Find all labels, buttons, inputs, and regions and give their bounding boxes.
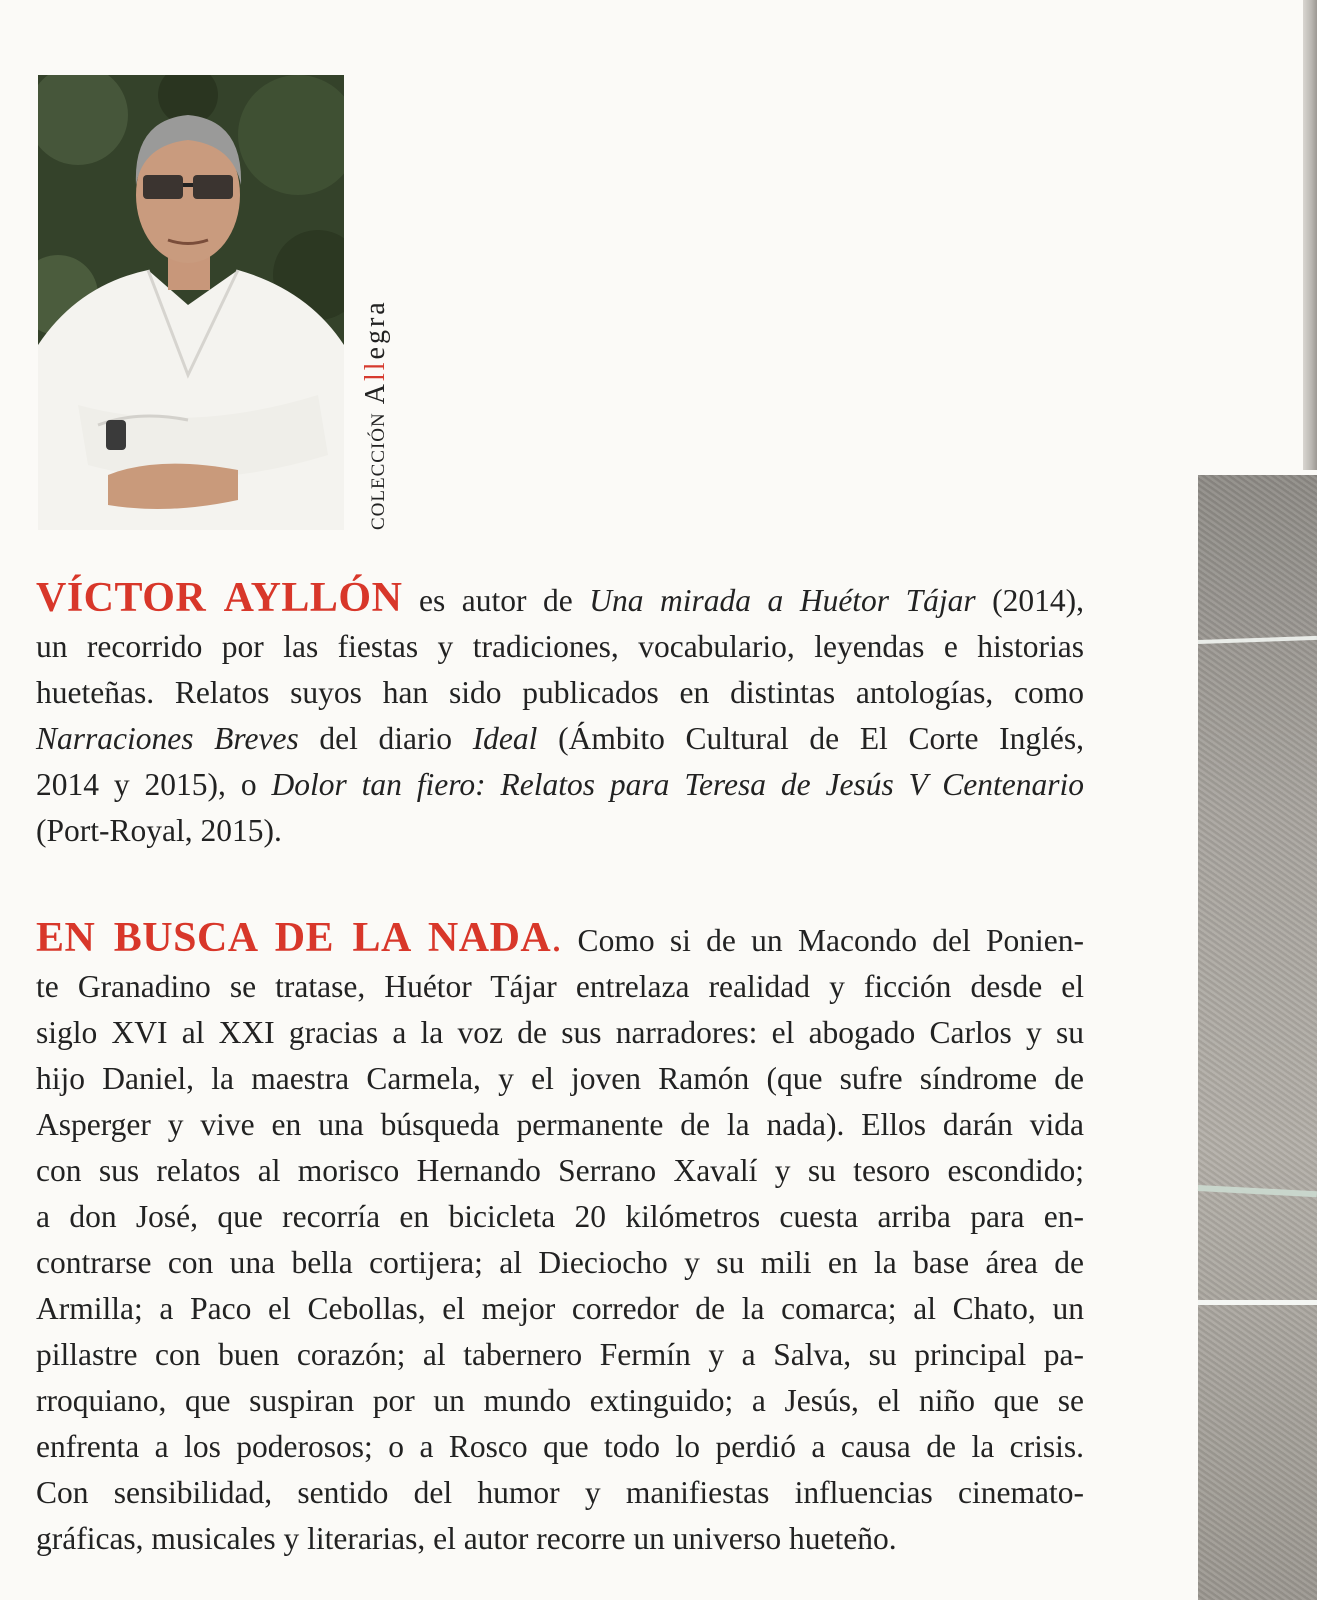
synopsis-line: EN BUSCA DE LA NADA. Como si de un Macondo del Ponien- (36, 915, 1085, 961)
author-photo (38, 75, 344, 530)
synopsis-line: Con sensibilidad, sentido del humor y manifiestas influencias cinemato- (36, 1475, 1084, 1510)
collection-brand: Allegra (360, 299, 391, 405)
bio-line: Narraciones Breves del diario Ideal (Ámbito Cultural de El Corte Inglés, (36, 721, 1084, 756)
synopsis-line: hijo Daniel, la maestra Carmela, y el joven Ramón (que sufre síndrome de (36, 1061, 1084, 1096)
synopsis (36, 915, 1084, 1562)
brand-accent: ll (360, 359, 391, 382)
author-bio (36, 575, 1084, 854)
book-heading: EN BUSCA DE LA NADA (36, 915, 552, 961)
edge-stripe (1198, 1300, 1317, 1305)
synopsis-line: siglo XVI al XXI gracias a la voz de sus narradores: el abogado Carlos y su (36, 1015, 1084, 1050)
synopsis-line: te Granadino se tratase, Huétor Tájar entrelaza realidad y ficción desde el (36, 969, 1084, 1004)
bio-line: 2014 y 2015), o Dolor tan fiero: Relatos para Teresa de Jesús V Centenario (36, 767, 1084, 802)
synopsis-line: Armilla; a Paco el Cebollas, el mejor corredor de la comarca; al Chato, un (36, 1291, 1084, 1326)
synopsis-line: rroquiano, que suspiran por un mundo extinguido; a Jesús, el niño que se (36, 1383, 1084, 1418)
synopsis-line: a don José, que recorría en bicicleta 20 kilómetros cuesta arriba para en- (36, 1199, 1084, 1234)
bio-line: (Port-Royal, 2015). (36, 813, 282, 848)
synopsis-line: gráficas, musicales y literarias, el autor recorre un universo hueteño. (36, 1521, 897, 1556)
author-name: VÍCTOR AYLLÓN (36, 575, 403, 621)
bio-line: un recorrido por las fiestas y tradiciones, vocabulario, leyendas e historias (36, 629, 1084, 664)
synopsis-line: contrarse con una bella cortijera; al Dieciocho y su mili en la base área de (36, 1245, 1084, 1280)
synopsis-line: Asperger y vive en una búsqueda permanente de la nada). Ellos darán vida (36, 1107, 1084, 1142)
synopsis-line: enfrenta a los poderosos; o a Rosco que todo lo perdió a causa de la crisis. (36, 1429, 1084, 1464)
synopsis-line: pillastre con buen corazón; al tabernero Fermín y a Salva, su principal pa- (36, 1337, 1084, 1372)
book-title: Una mirada a Huétor Tájar (589, 583, 976, 618)
page-edge-texture (1198, 475, 1317, 1600)
collection-label (360, 299, 392, 530)
page-edge-top (1303, 0, 1317, 470)
synopsis-line: con sus relatos al morisco Hernando Serrano Xavalí y su tesoro escondido; (36, 1153, 1084, 1188)
bio-line: hueteñas. Relatos suyos han sido publicados en distintas antologías, como (36, 675, 1084, 710)
collection-prefix: COLECCIÓN (368, 412, 389, 530)
bio-line: VÍCTOR AYLLÓN es autor de Una mirada a Huétor Tájar (2014), (36, 575, 1085, 621)
